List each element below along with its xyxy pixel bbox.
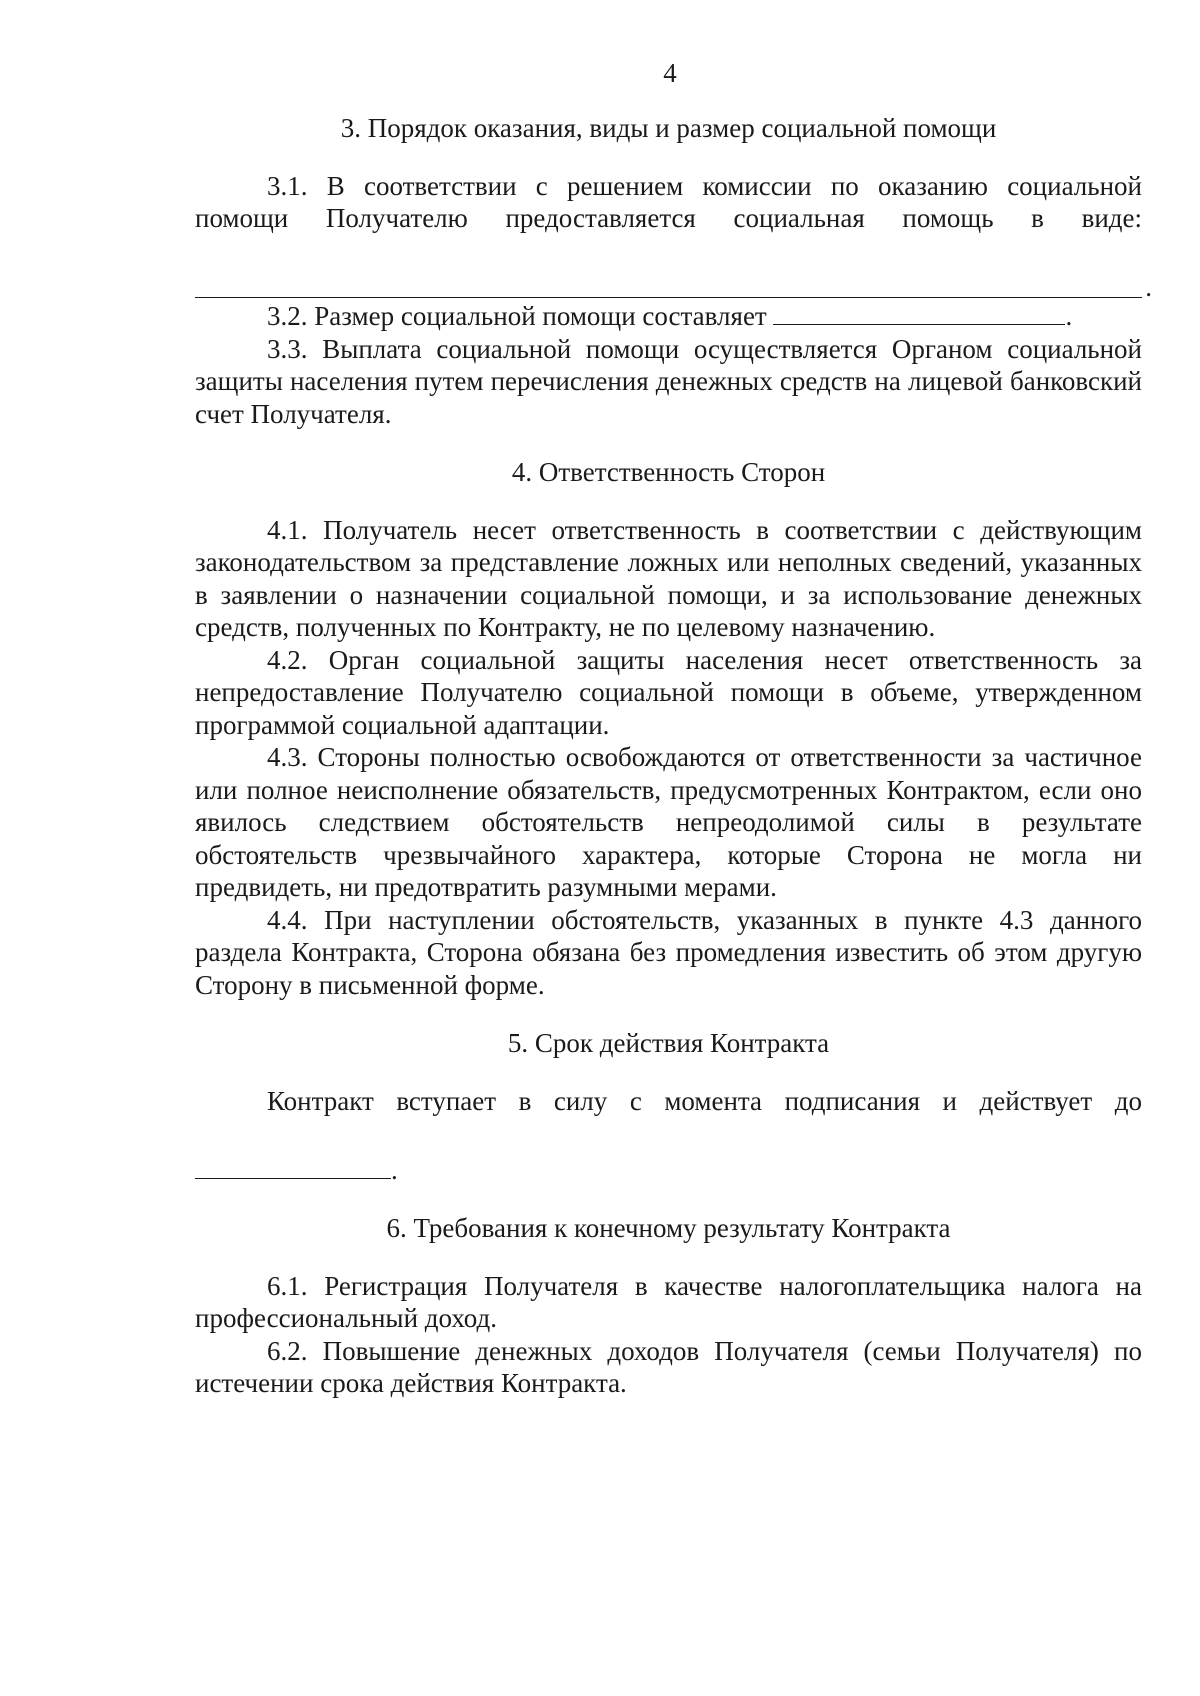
section-4-p4: 4.4. При наступлении обстоятельств, указанных в пункте 4.3 данного раздела Контракта, Сторона обязана без промедления известить об этом другую Сторону в письменной форме. — [195, 904, 1142, 1000]
section-3-p1: 3.1. В соответствии с решением комиссии по оказанию социальной помощи Получателю предоставляется социальная помощь в виде: — [195, 170, 1142, 233]
section-3-p3: 3.3. Выплата социальной помощи осуществляется Органом социальной защиты населения путем перечисления денежных средств на лицевой банковский счет Получателя. — [195, 333, 1142, 429]
blank-aid-amount — [773, 300, 1065, 325]
blank-contract-end-date — [195, 1154, 391, 1179]
section-4-p2: 4.2. Орган социальной защиты населения несет ответственность за непредоставление Получателю социальной помощи в объеме, утвержденном программой социальной адаптации. — [195, 644, 1142, 740]
section-3-p2: 3.2. Размер социальной помощи составляет . — [267, 301, 1073, 331]
section-6-title: 6. Требования к конечному результату Контракта — [386, 1213, 951, 1243]
blank-line-aid-type — [195, 267, 1152, 302]
section-4-p1: 4.1. Получатель несет ответственность в соответствии с действующим законодательством за представление ложных или неполных сведений, указанных в заявлении о назначении социальной помощи, и за использование денежных средств, полученных по Контракту, не по целевому назначению. — [195, 514, 1142, 642]
section-3-title: 3. Порядок оказания, виды и размер социальной помощи — [340, 113, 997, 143]
section-5-title: 5. Срок действия Контракта — [507, 1028, 830, 1058]
section-4-title: 4. Ответственность Сторон — [511, 457, 826, 487]
section-5-blank-line: . — [195, 1154, 1142, 1187]
section-6-p2: 6.2. Повышение денежных доходов Получателя (семьи Получателя) по истечении срока действия Контракта. — [195, 1335, 1142, 1398]
document-body — [195, 112, 1152, 1400]
section-4-p3: 4.3. Стороны полностью освобождаются от ответственности за частичное или полное неисполнение обязательств, предусмотренных Контрактом, если оно явилось следствием обстоятельств непреодолимой силы в результате обстоятельств чрезвычайного характера, которые Сторона не могла ни предвидеть, ни предотвратить разумными мерами. — [195, 742, 1142, 902]
section-6-p1: 6.1. Регистрация Получателя в качестве налогоплательщика налога на профессиональный доход. — [195, 1270, 1142, 1333]
page-number: 4 — [663, 58, 677, 88]
blank-line-end-dot: . — [1145, 271, 1152, 302]
section-5-p1: Контракт вступает в силу с момента подписания и действует до — [267, 1085, 1142, 1116]
